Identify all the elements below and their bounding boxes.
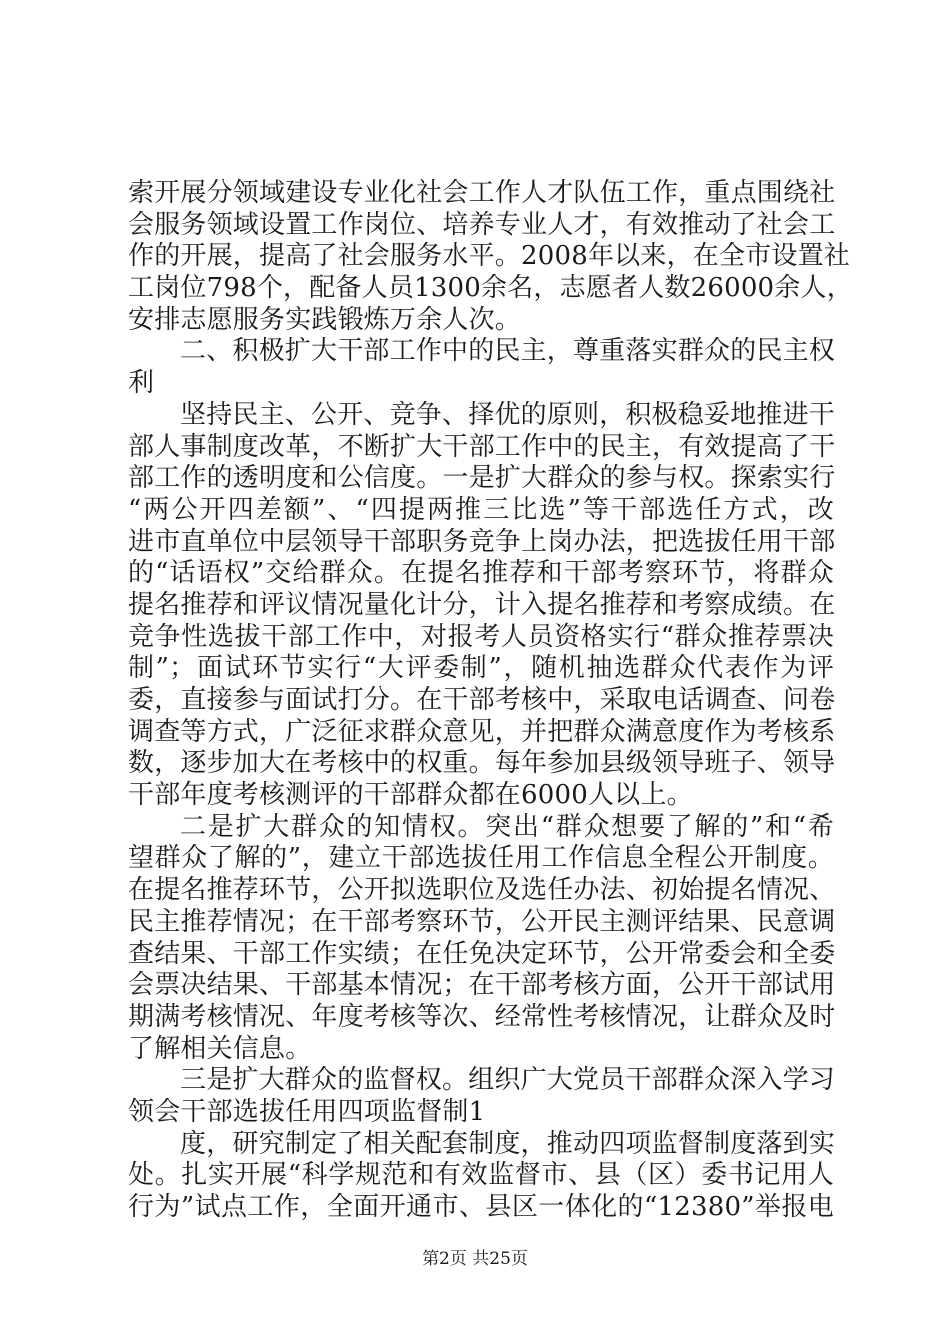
text-line: 数，逐步加大在考核中的权重。每年参加县级领导班子、领导: [128, 748, 836, 779]
text-line: 索开展分领域建设专业化社会工作人才队伍工作，重点围绕社: [128, 178, 836, 208]
text-line: “两公开四差额”、“四提两推三比选”等干部选任方式，改: [128, 494, 834, 525]
text-line: 二是扩大群众的知情权。突出“群众想要了解的”和“希: [180, 811, 834, 842]
text-line: 部人事制度改革，不断扩大干部工作中的民主，有效提高了干: [128, 431, 836, 462]
text-line: 制”；面试环节实行“大评委制”，随机抽选群众代表作为评: [128, 653, 834, 684]
text-line: 领会干部选拔任用四项监督制1: [128, 1096, 486, 1127]
text-line: 行为”试点工作，全面开通市、县区一体化的“12380”举报电: [128, 1192, 834, 1222]
text-line: 委，直接参与面试打分。在干部考核中，采取电话调查、问卷: [128, 685, 836, 715]
text-line: 作的开展，提高了社会服务水平。2008年以来，在全市设置社: [128, 241, 850, 272]
text-line: 坚持民主、公开、竞争、择优的原则，积极稳妥地推进干: [180, 399, 836, 430]
page-number-footer: 第2页 共25页: [422, 1249, 528, 1269]
text-line: 竞争性选拔干部工作中，对报考人员资格实行“群众推荐票决: [128, 621, 834, 652]
text-line: 的“话语权”交给群众。在提名推荐和干部考察环节，将群众: [128, 558, 834, 589]
text-line: 了解相关信息。: [128, 1033, 312, 1064]
text-line: 处。扎实开展“科学规范和有效监督市、县（区）委书记用人: [128, 1160, 834, 1191]
text-line: 干部年度考核测评的干部群众都在6000人以上。: [128, 780, 693, 811]
document-body: [128, 178, 853, 1224]
section-heading-line: 二、积极扩大干部工作中的民主，尊重落实群众的民主权: [180, 336, 836, 367]
text-line: 望群众了解的”，建立干部选拔任用工作信息全程公开制度。: [128, 843, 834, 874]
text-line: 安排志愿服务实践锻炼万余人次。: [128, 304, 522, 335]
text-line: 调查等方式，广泛征求群众意见，并把群众满意度作为考核系: [128, 716, 836, 747]
text-line: 部工作的透明度和公信度。一是扩大群众的参与权。探索实行: [128, 463, 836, 494]
text-line: 在提名推荐环节，公开拟选职位及选任办法、初始提名情况、: [128, 875, 836, 906]
text-line: 查结果、干部工作实绩；在任免决定环节，公开常委会和全委: [128, 938, 836, 969]
text-line: 会票决结果、干部基本情况；在干部考核方面，公开干部试用: [128, 970, 836, 1001]
text-line: 会服务领域设置工作岗位、培养专业人才，有效推动了社会工: [128, 209, 836, 240]
text-line: 民主推荐情况；在干部考察环节，公开民主测评结果、民意调: [128, 906, 836, 937]
text-line: 进市直单位中层领导干部职务竞争上岗办法，把选拔任用干部: [128, 526, 836, 557]
text-line: 三是扩大群众的监督权。组织广大党员干部群众深入学习: [180, 1065, 836, 1096]
text-line: 度，研究制定了相关配套制度，推动四项监督制度落到实: [180, 1128, 836, 1159]
text-line: 工岗位798个，配备人员1300余名，志愿者人数26000余人，: [128, 273, 853, 304]
section-heading-line: 利: [128, 368, 155, 399]
text-line: 提名推荐和评议情况量化计分，计入提名推荐和考察成绩。在: [128, 589, 836, 620]
text-line: 期满考核情况、年度考核等次、经常性考核情况，让群众及时: [128, 1001, 836, 1032]
